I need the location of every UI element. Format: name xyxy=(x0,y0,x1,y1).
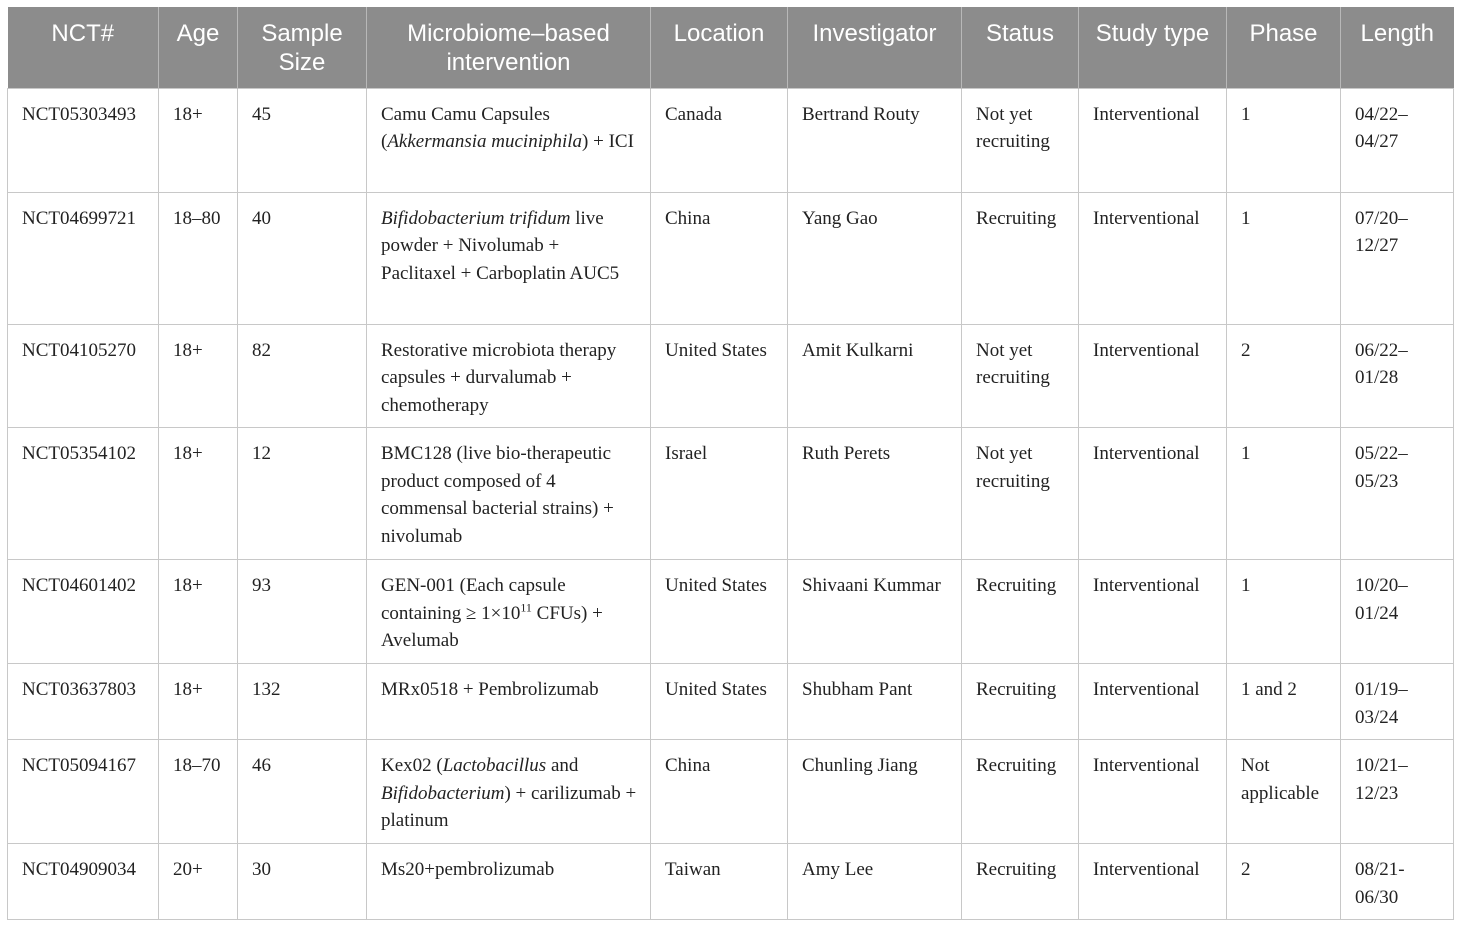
cell-location: China xyxy=(651,740,788,844)
cell-investigator: Chunling Jiang xyxy=(788,740,962,844)
cell-intervention xyxy=(367,740,651,844)
cell-nct: NCT04601402 xyxy=(8,560,159,664)
cell-phase: Not applicable xyxy=(1227,740,1341,844)
cell-phase: 1 xyxy=(1227,192,1341,324)
cell-nct: NCT05094167 xyxy=(8,740,159,844)
cell-nct: NCT05354102 xyxy=(8,428,159,560)
cell-location: United States xyxy=(651,560,788,664)
table-row xyxy=(8,664,1454,740)
cell-status: Recruiting xyxy=(962,844,1079,920)
cell-study-type: Interventional xyxy=(1079,664,1227,740)
cell-study-type: Interventional xyxy=(1079,192,1227,324)
cell-nct: NCT04105270 xyxy=(8,324,159,428)
table-row xyxy=(8,560,1454,664)
cell-intervention xyxy=(367,844,651,920)
cell-phase: 2 xyxy=(1227,324,1341,428)
cell-location: China xyxy=(651,192,788,324)
table-row xyxy=(8,428,1454,560)
cell-study-type: Interventional xyxy=(1079,740,1227,844)
cell-location: United States xyxy=(651,664,788,740)
cell-investigator: Amit Kulkarni xyxy=(788,324,962,428)
cell-sample-size: 12 xyxy=(238,428,367,560)
cell-intervention xyxy=(367,664,651,740)
cell-age: 18–80 xyxy=(159,192,238,324)
header-row xyxy=(8,7,1454,88)
intervention-italic: Bifidobacterium xyxy=(381,782,505,804)
cell-phase: 1 and 2 xyxy=(1227,664,1341,740)
header-investigator: Investigator xyxy=(788,7,962,88)
cell-length: 10/21–12/23 xyxy=(1341,740,1454,844)
cell-location: Israel xyxy=(651,428,788,560)
table-row xyxy=(8,844,1454,920)
intervention-italic: Lactobacillus xyxy=(442,755,547,776)
header-status: Status xyxy=(962,7,1079,88)
cell-study-type: Interventional xyxy=(1079,428,1227,560)
header-location: Location xyxy=(651,7,788,88)
cell-status: Not yet recruiting xyxy=(962,428,1079,560)
table-row xyxy=(8,88,1454,192)
cell-age: 18+ xyxy=(159,88,238,192)
cell-length: 08/21-06/30 xyxy=(1341,844,1454,920)
cell-phase: 1 xyxy=(1227,88,1341,192)
cell-location: Canada xyxy=(651,88,788,192)
intervention-text: and xyxy=(546,755,579,776)
cell-status: Recruiting xyxy=(962,740,1079,844)
cell-sample-size: 82 xyxy=(238,324,367,428)
header-study-type: Study type xyxy=(1079,7,1227,88)
table-row xyxy=(8,324,1454,428)
cell-length: 05/22–05/23 xyxy=(1341,428,1454,560)
cell-intervention xyxy=(367,560,651,664)
intervention-text: ) + ICI xyxy=(582,131,634,152)
header-length: Length xyxy=(1341,7,1454,88)
cell-status: Recruiting xyxy=(962,664,1079,740)
cell-length: 04/22–04/27 xyxy=(1341,88,1454,192)
cell-age: 18+ xyxy=(159,428,238,560)
cell-nct: NCT04699721 xyxy=(8,192,159,324)
cell-intervention xyxy=(367,324,651,428)
cell-investigator: Shubham Pant xyxy=(788,664,962,740)
intervention-text: Kex02 ( xyxy=(381,755,443,776)
intervention-text: BMC128 (live bio-therapeutic product composed of 4 commensal bacterial strains) + nivolumab xyxy=(381,443,614,547)
cell-investigator: Bertrand Routy xyxy=(788,88,962,192)
cell-study-type: Interventional xyxy=(1079,560,1227,664)
cell-length: 10/20–01/24 xyxy=(1341,560,1454,664)
cell-location: Taiwan xyxy=(651,844,788,920)
cell-age: 18+ xyxy=(159,664,238,740)
intervention-text: live powder + Nivolumab + Paclitaxel + Carboplatin AUC5 xyxy=(381,207,620,284)
cell-sample-size: 30 xyxy=(238,844,367,920)
cell-status: Not yet recruiting xyxy=(962,88,1079,192)
cell-status: Recruiting xyxy=(962,560,1079,664)
cell-study-type: Interventional xyxy=(1079,88,1227,192)
cell-intervention xyxy=(367,192,651,324)
cell-sample-size: 46 xyxy=(238,740,367,844)
cell-intervention xyxy=(367,88,651,192)
intervention-text: MRx0518 + Pembrolizumab xyxy=(381,679,599,700)
cell-investigator: Amy Lee xyxy=(788,844,962,920)
intervention-superscript: 11 xyxy=(520,600,532,615)
cell-nct: NCT04909034 xyxy=(8,844,159,920)
cell-status: Recruiting xyxy=(962,192,1079,324)
cell-nct: NCT03637803 xyxy=(8,664,159,740)
intervention-italic: Bifidobacterium trifidum xyxy=(381,207,571,229)
cell-status: Not yet recruiting xyxy=(962,324,1079,428)
intervention-text: CFUs) + Avelumab xyxy=(381,602,603,651)
cell-location: United States xyxy=(651,324,788,428)
header-age: Age xyxy=(159,7,238,88)
cell-sample-size: 45 xyxy=(238,88,367,192)
table-row xyxy=(8,192,1454,324)
table-row xyxy=(8,740,1454,844)
intervention-text: Restorative microbiota therapy capsules + durvalumab + chemotherapy xyxy=(381,339,617,416)
cell-study-type: Interventional xyxy=(1079,844,1227,920)
cell-sample-size: 132 xyxy=(238,664,367,740)
cell-age: 18–70 xyxy=(159,740,238,844)
cell-nct: NCT05303493 xyxy=(8,88,159,192)
cell-length: 06/22–01/28 xyxy=(1341,324,1454,428)
cell-sample-size: 40 xyxy=(238,192,367,324)
intervention-text: Ms20+pembrolizumab xyxy=(381,859,555,880)
cell-study-type: Interventional xyxy=(1079,324,1227,428)
cell-intervention xyxy=(367,428,651,560)
cell-age: 18+ xyxy=(159,324,238,428)
intervention-text: ) + carilizumab + platinum xyxy=(381,782,637,831)
cell-age: 20+ xyxy=(159,844,238,920)
cell-investigator: Yang Gao xyxy=(788,192,962,324)
cell-length: 01/19–03/24 xyxy=(1341,664,1454,740)
header-sample-size: Sample Size xyxy=(238,7,367,88)
intervention-text: GEN-001 (Each capsule containing ≥ 1×10 xyxy=(381,575,566,624)
cell-length: 07/20–12/27 xyxy=(1341,192,1454,324)
cell-sample-size: 93 xyxy=(238,560,367,664)
cell-investigator: Ruth Perets xyxy=(788,428,962,560)
header-nct: NCT# xyxy=(8,7,159,88)
cell-investigator: Shivaani Kummar xyxy=(788,560,962,664)
cell-phase: 1 xyxy=(1227,428,1341,560)
intervention-italic: Akkermansia muciniphila xyxy=(387,131,583,152)
header-phase: Phase xyxy=(1227,7,1341,88)
clinical-trials-table xyxy=(7,7,1454,920)
cell-age: 18+ xyxy=(159,560,238,664)
intervention-text: Camu Camu Capsules ( xyxy=(381,103,550,152)
header-intervention: Microbiome–based intervention xyxy=(367,7,651,88)
cell-phase: 1 xyxy=(1227,560,1341,664)
cell-phase: 2 xyxy=(1227,844,1341,920)
